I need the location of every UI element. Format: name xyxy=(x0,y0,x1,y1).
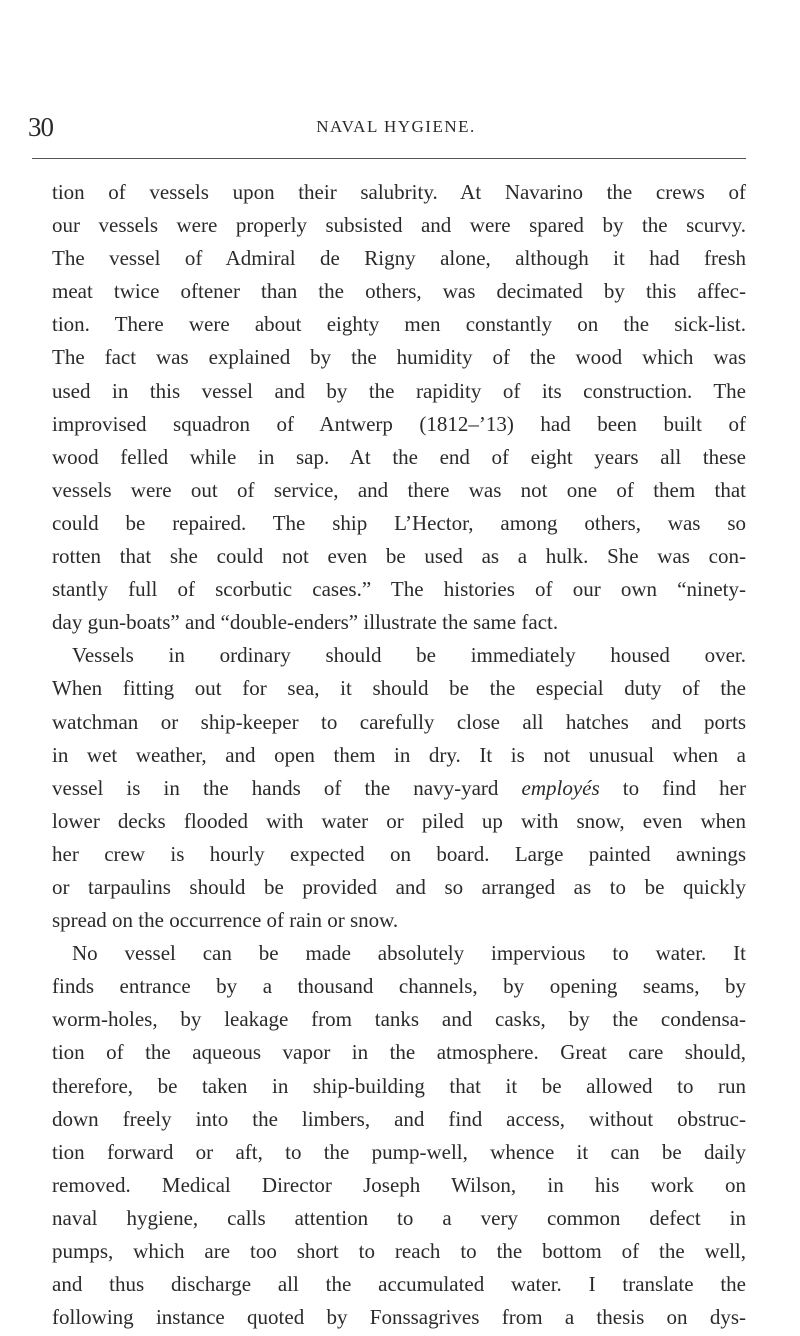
running-head xyxy=(28,112,748,142)
text-line: wood felled while in sap. At the end of eight years all these xyxy=(52,444,746,469)
text-line: When fitting out for sea, it should be the especial duty of the xyxy=(52,676,746,701)
text-line: used in this vessel and by the rapidity of its construction. The xyxy=(52,378,746,403)
running-title: NAVAL HYGIENE. xyxy=(316,117,476,136)
paragraph-start-line: No vessel can be made absolutely impervious to water. It xyxy=(72,941,746,966)
text-line: rotten that she could not even be used as a hulk. She was con- xyxy=(52,544,746,569)
text-line: in wet weather, and open them in dry. It is not unusual when a xyxy=(52,742,746,767)
page-number: 30 xyxy=(28,112,53,142)
text-line: following instance quoted by Fonssagrives from a thesis on dys- xyxy=(52,1305,746,1330)
text-line: therefore, be taken in ship-building that it be allowed to run xyxy=(52,1073,746,1098)
text-line: naval hygiene, calls attention to a very common defect in xyxy=(52,1205,746,1230)
text-line: spread on the occurrence of rain or snow. xyxy=(52,908,399,933)
text-line: tion of vessels upon their salubrity. At Navarino the crews of xyxy=(52,180,746,204)
text-line-with-italic: vessel is in the hands of the navy-yard employés to find her xyxy=(52,775,746,800)
paragraph-start-line: Vessels in ordinary should be immediately housed over. xyxy=(72,643,746,668)
text-line: lower decks flooded with water or piled up with snow, even when xyxy=(52,808,746,833)
text-line: stantly full of scorbutic cases.” The histories of our own “ninety- xyxy=(52,577,746,602)
italic-word: employés xyxy=(521,775,600,800)
body-text xyxy=(52,176,746,1334)
text-line: improvised squadron of Antwerp (1812–’13) had been built of xyxy=(52,411,746,436)
text-line: our vessels were properly subsisted and were spared by the scurvy. xyxy=(52,213,746,238)
text-line: tion of the aqueous vapor in the atmosphere. Great care should, xyxy=(52,1040,746,1065)
text-line: and thus discharge all the accumulated water. I translate the xyxy=(52,1272,746,1297)
text-line: down freely into the limbers, and find access, without obstruc- xyxy=(52,1106,746,1131)
text-line: day gun-boats” and “double-enders” illustrate the same fact. xyxy=(52,610,559,635)
text-line: tion forward or aft, to the pump-well, whence it can be daily xyxy=(52,1139,746,1164)
text-line: meat twice oftener than the others, was decimated by this affec- xyxy=(52,279,746,304)
text-line: The fact was explained by the humidity of the wood which was xyxy=(52,345,746,370)
text-line: watchman or ship-keeper to carefully close all hatches and ports xyxy=(52,709,746,734)
text-line: tion. There were about eighty men constantly on the sick-list. xyxy=(52,312,746,337)
text-line: removed. Medical Director Joseph Wilson, in his work on xyxy=(52,1172,746,1197)
text-line: pumps, which are too short to reach to the bottom of the well, xyxy=(52,1239,746,1263)
text-line: or tarpaulins should be provided and so arranged as to be quickly xyxy=(52,874,746,899)
text-line: could be repaired. The ship L’Hector, among others, was so xyxy=(52,510,746,535)
text-line: The vessel of Admiral de Rigny alone, although it had fresh xyxy=(52,246,746,271)
text-line: her crew is hourly expected on board. Large painted awnings xyxy=(52,841,746,866)
text-line: vessels were out of service, and there was not one of them that xyxy=(52,477,746,502)
text-line: finds entrance by a thousand channels, by opening seams, by xyxy=(52,974,746,999)
text-line: worm-holes, by leakage from tanks and casks, by the condensa- xyxy=(52,1007,746,1032)
header-rule xyxy=(32,158,746,159)
